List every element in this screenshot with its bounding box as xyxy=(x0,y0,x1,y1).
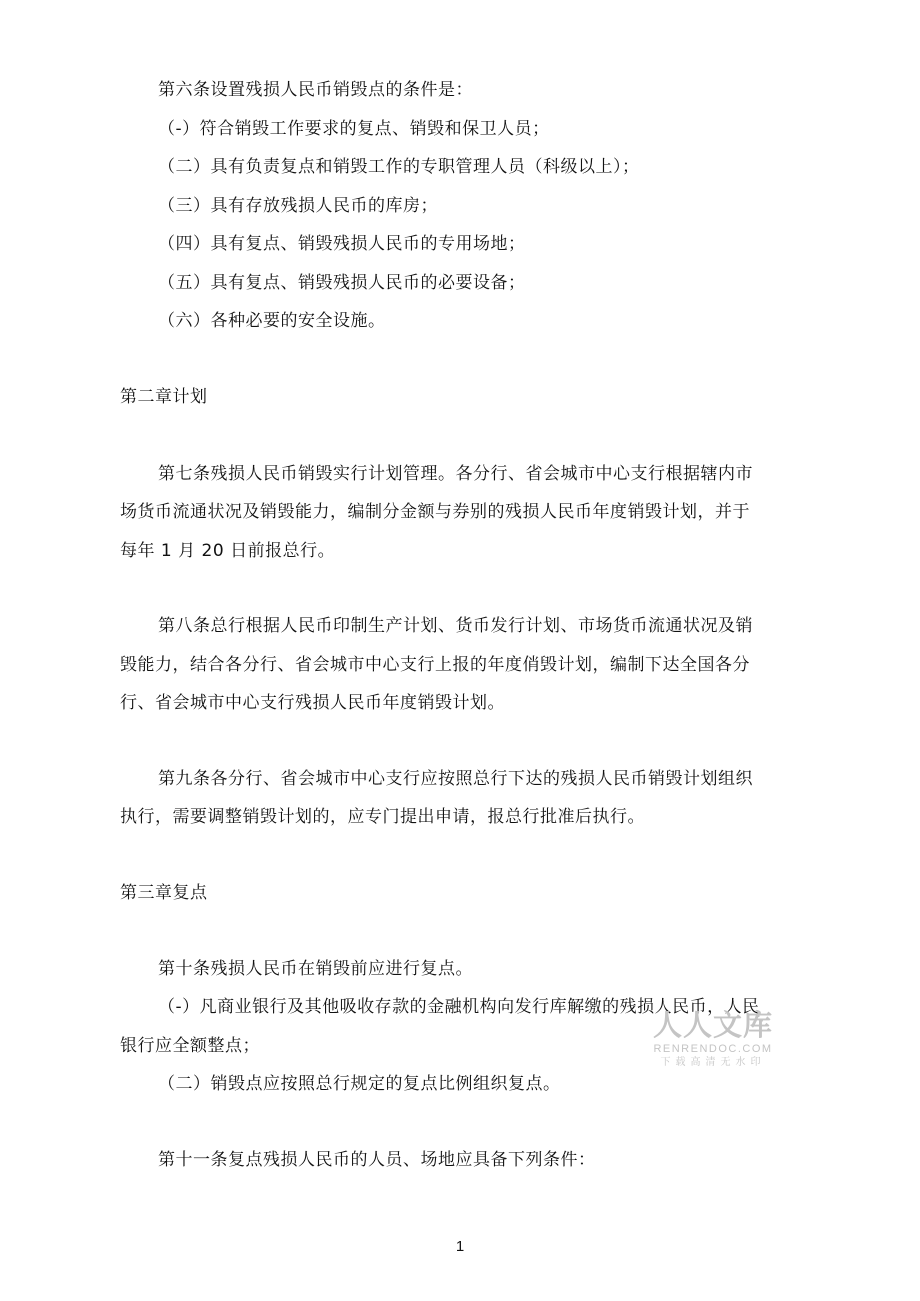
article-9-line-2: 执行，需要调整销毁计划的，应专门提出申请，报总行批准后执行。 xyxy=(120,807,645,827)
article-8-line-3: 行、省会城市中心支行残损人民币年度销毁计划。 xyxy=(120,693,505,713)
article-6-item-4: （四）具有复点、销毁残损人民币的专用场地； xyxy=(158,234,526,254)
article-6-item-6: （六）各种必要的安全设施。 xyxy=(158,311,386,331)
article-6-heading: 第六条设置残损人民币销毁点的条件是： xyxy=(158,80,473,100)
watermark-logo-text: 人人文库 xyxy=(652,1008,773,1042)
article-6-item-3: （三）具有存放残损人民币的库房； xyxy=(158,196,438,216)
article-6-item-1: （-）符合销毁工作要求的复点、销毁和保卫人员； xyxy=(158,119,550,139)
chapter-3-heading: 第三章复点 xyxy=(120,883,208,903)
article-11-heading: 第十一条复点残损人民币的人员、场地应具备下列条件： xyxy=(158,1150,596,1170)
article-10-heading: 第十条残损人民币在销毁前应进行复点。 xyxy=(158,959,473,979)
chapter-2-heading: 第二章计划 xyxy=(120,387,208,407)
article-10-item-2: （二）销毁点应按照总行规定的复点比例组织复点。 xyxy=(158,1074,561,1094)
article-10-item-1-line-1: （-）凡商业银行及其他吸收存款的金融机构向发行库解缴的残损人民币，人民 xyxy=(158,997,760,1017)
article-6-item-5: （五）具有复点、销毁残损人民币的必要设备； xyxy=(158,273,526,293)
page-number: 1 xyxy=(455,1238,465,1255)
article-6-item-2: （二）具有负责复点和销毁工作的专职管理人员（科级以上）； xyxy=(158,157,640,177)
watermark xyxy=(648,1008,778,1070)
article-8-line-1: 第八条总行根据人民币印制生产计划、货币发行计划、市场货币流通状况及销 xyxy=(158,616,753,636)
watermark-subtitle: 下载高清无水印 xyxy=(660,1057,766,1068)
article-7-line-2: 场货币流通状况及销毁能力，编制分金额与券别的残损人民币年度销毁计划，并于 xyxy=(120,502,750,522)
watermark-url: RENRENDOC.COM xyxy=(653,1043,773,1055)
article-9-line-1: 第九条各分行、省会城市中心支行应按照总行下达的残损人民币销毁计划组织 xyxy=(158,769,753,789)
article-7-line-3: 每年 1 月 20 日前报总行。 xyxy=(120,541,336,561)
article-10-item-1-line-2: 银行应全额整点； xyxy=(120,1036,260,1056)
article-7-line-1: 第七条残损人民币销毁实行计划管理。各分行、省会城市中心支行根据辖内市 xyxy=(158,464,753,484)
article-8-line-2: 毁能力，结合各分行、省会城市中心支行上报的年度俏毁计划，编制下达全国各分 xyxy=(120,655,750,675)
